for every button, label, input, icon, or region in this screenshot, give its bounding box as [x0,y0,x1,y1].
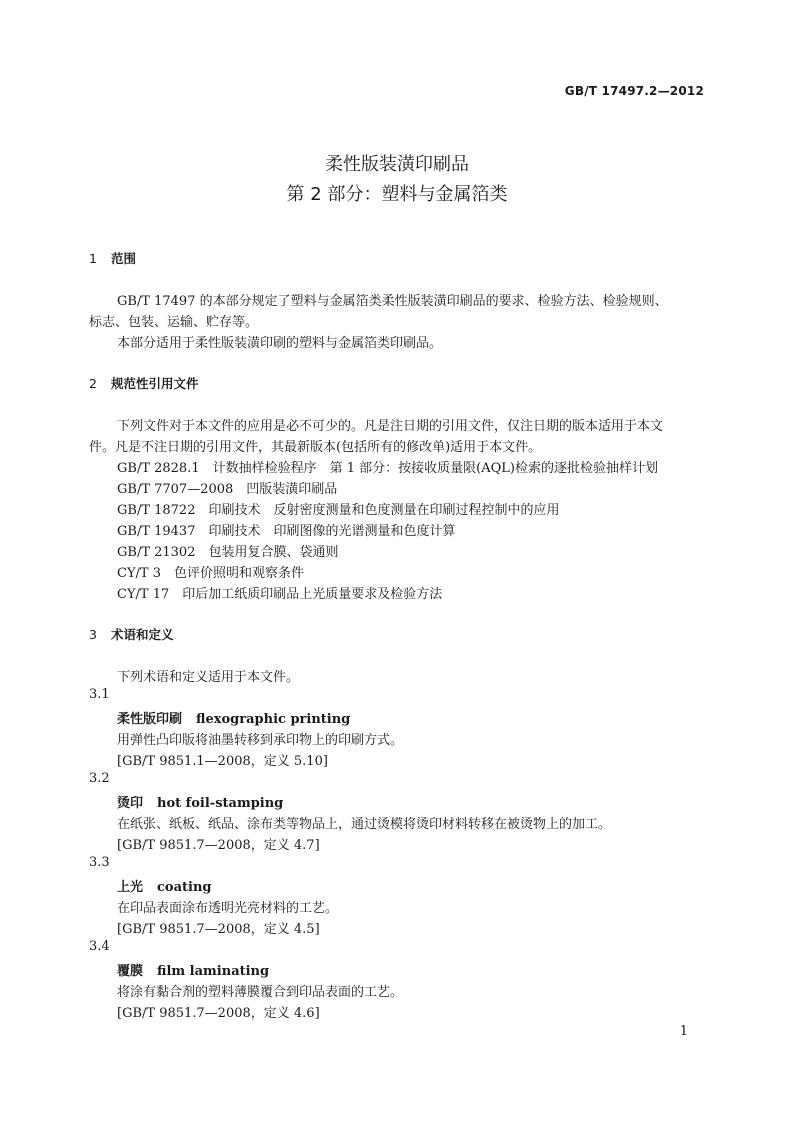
reference-item: CY/T 3 色评价照明和观察条件 [117,566,304,581]
page-number: 1 [679,1024,688,1039]
section-2-heading [89,374,199,392]
term-number: 3.4 [89,939,110,954]
section-2-intro-line2: 件。凡是不注日期的引用文件，其最新版本(包括所有的修改单)适用于本文件。 [89,440,542,455]
document-title-line1: 柔性版装潢印刷品 [325,154,469,175]
term-source: [GB/T 9851.7—2008，定义 4.6] [117,1006,320,1021]
section-1-para2: 本部分适用于柔性版装潢印刷的塑料与金属箔类印刷品。 [117,336,443,351]
term-source: [GB/T 9851.7—2008，定义 4.5] [117,922,320,937]
section-title: 规范性引用文件 [111,376,199,391]
term-number: 3.2 [89,771,110,786]
term-name [117,960,269,979]
term-definition: 在纸张、纸板、纸品、涂布类等物品上，通过烫模将烫印材料转移在被烫物上的加工。 [117,817,612,832]
reference-item: GB/T 21302 包装用复合膜、袋通则 [117,545,339,560]
section-title: 范围 [111,251,137,266]
term-zh: 上光 [117,880,144,895]
term-number: 3.3 [89,855,110,870]
term-en: film laminating [157,964,270,979]
reference-item: GB/T 19437 印刷技术 印刷图像的光谱测量和色度计算 [117,524,456,539]
standard-code: GB/T 17497.2—2012 [564,84,704,98]
term-en: coating [157,880,212,895]
reference-item: GB/T 2828.1 计数抽样检验程序 第 1 部分：按接收质量限(AQL)检索的逐批检验抽样计划 [117,461,658,476]
reference-item: GB/T 7707—2008 凹版装潢印刷品 [117,482,338,497]
section-number: 1 [89,251,97,266]
reference-item: GB/T 18722 印刷技术 反射密度测量和色度测量在印刷过程控制中的应用 [117,503,560,518]
term-definition: 在印品表面涂布透明光亮材料的工艺。 [117,901,339,916]
section-3-heading [89,625,174,643]
term-zh: 覆膜 [117,964,144,979]
term-source: [GB/T 9851.7—2008，定义 4.7] [117,838,320,853]
section-1-para1-line1: GB/T 17497 的本部分规定了塑料与金属箔类柔性版装潢印刷品的要求、检验方法、检验规则、 [117,294,668,309]
term-name [117,708,350,727]
section-number: 3 [89,627,97,642]
section-number: 2 [89,376,97,391]
section-2-intro-line1: 下列文件对于本文件的应用是必不可少的。凡是注日期的引用文件，仅注日期的版本适用于本文 [117,419,664,434]
term-en: hot foil-stamping [157,796,284,811]
document-title-line2: 第 2 部分：塑料与金属箔类 [286,184,508,205]
section-1-heading [89,249,136,267]
term-name [117,792,283,811]
term-en: flexographic printing [196,712,351,727]
reference-item: CY/T 17 印后加工纸质印刷品上光质量要求及检验方法 [117,587,443,602]
term-definition: 用弹性凸印版将油墨转移到承印物上的印刷方式。 [117,733,404,748]
term-definition: 将涂有黏合剂的塑料薄膜覆合到印品表面的工艺。 [117,985,404,1000]
term-zh: 烫印 [117,796,144,811]
section-3-intro: 下列术语和定义适用于本文件。 [117,670,300,685]
term-source: [GB/T 9851.1—2008，定义 5.10] [117,754,328,769]
term-zh: 柔性版印刷 [117,712,183,727]
term-number: 3.1 [89,687,110,702]
section-1-para1-line2: 标志、包装、运输、贮存等。 [89,315,259,330]
section-title: 术语和定义 [111,627,174,642]
term-name [117,876,212,895]
